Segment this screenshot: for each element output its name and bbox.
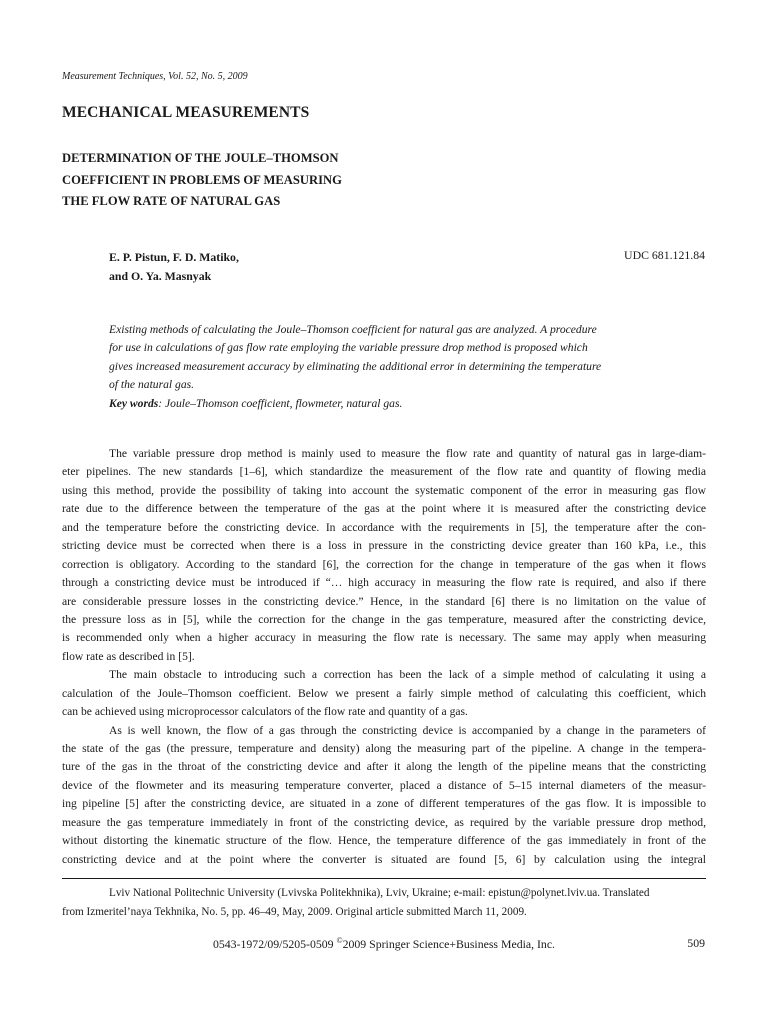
body-line: eter pipelines. The new standards [1–6], which standardize the measurement of the flow rate and quantity of flowing media <box>62 465 706 479</box>
title-line: COEFFICIENT IN PROBLEMS OF MEASURING <box>62 172 342 187</box>
body-line: stricting device must be corrected when there is a loss in pressure in the constricting device greater than 160 kPa, i.e., this <box>62 539 706 553</box>
body-line: calculation of the Joule–Thomson coefficient. Below we present a fairly simple method of calculating this coefficient, which <box>62 686 706 700</box>
body-line: ture of the gas in the throat of the constricting device and after it along the length of the pipeline means that the constricting <box>62 760 706 774</box>
udc-code: UDC 681.121.84 <box>624 248 705 262</box>
author-list <box>109 248 239 286</box>
body-line: through a constricting device must be introduced if “… high accuracy in measuring the flow rate is required, and also if there <box>62 576 706 590</box>
body-line: flow rate as described in [5]. <box>62 649 195 663</box>
keywords-label: Key words <box>109 396 159 410</box>
body-text <box>62 445 706 869</box>
title-line: THE FLOW RATE OF NATURAL GAS <box>62 194 281 208</box>
body-line: measure the gas temperature immediately in front of the constricting device, as required by the variable pressure drop method, <box>62 815 706 829</box>
body-line: the pressure loss as in [5], while the correction for the change in the gas temperature, measured after the constricting device, <box>62 612 706 626</box>
issn-copyright-line <box>62 936 706 952</box>
section-heading: MECHANICAL MEASUREMENTS <box>62 104 310 121</box>
article-title <box>62 148 622 213</box>
copyright-symbol: © <box>336 936 343 945</box>
body-line: ing pipeline [5] after the constricting device, are situated in a zone of different temperatures of the gas flow. It is impossible to <box>62 797 706 811</box>
body-line: are considerable pressure losses in the constricting device.” Hence, in the standard [6] there is no limitation on the value of <box>62 594 706 608</box>
body-line: using this method, provide the possibility of taking into account the systematic component of the error in measuring gas flow <box>62 483 706 497</box>
footnote-line: from Izmeritel’naya Tekhnika, No. 5, pp. 46–49, May, 2009. Original article submitted March 11, 2009. <box>62 906 527 918</box>
body-line: correction is obligatory. According to the standard [6], the correction for the change in temperature of the gas when it flows <box>62 557 706 571</box>
body-line: The variable pressure drop method is mainly used to measure the flow rate and quantity of natural gas in large-diam- <box>109 447 706 460</box>
title-line: DETERMINATION OF THE JOULE–THOMSON <box>62 151 339 165</box>
keywords-text: : Joule–Thomson coefficient, flowmeter, natural gas. <box>158 396 403 410</box>
body-line: The main obstacle to introducing such a correction has been the lack of a simple method of calculating it using a <box>109 668 706 682</box>
body-line: without distorting the kinematic structure of the flow. Hence, the temperature difference of the gas immediately in front of the <box>62 834 706 848</box>
body-line: device of the flowmeter and its measuring temperature converter, placed a distance of 5–15 internal diameters of the measur- <box>62 778 706 792</box>
abstract-line: Existing methods of calculating the Joule–Thomson coefficient for natural gas are analyzed. A procedure <box>109 323 597 336</box>
body-line: and the temperature before the constricting device. In accordance with the requirements in [5], the temperature after the con- <box>62 520 706 534</box>
body-line: As is well known, the flow of a gas through the constricting device is accompanied by a change in the parameters of <box>109 723 706 737</box>
page-number: 509 <box>687 936 705 950</box>
body-line: the state of the gas (the pressure, temperature and density) along the measuring part of the pipeline. A change in the tempera- <box>62 742 706 755</box>
abstract <box>109 321 659 413</box>
abstract-line: for use in calculations of gas flow rate employing the variable pressure drop method is proposed which <box>109 341 588 355</box>
body-line: can be achieved using microprocessor calculators of the flow rate and quantity of a gas. <box>62 705 468 719</box>
publisher-line: 2009 Springer Science+Business Media, Inc. <box>342 936 556 951</box>
footnote-line: Lviv National Politechnic University (Lvivska Politekhnika), Lviv, Ukraine; e-mail: epistun@polynet.lviv.ua. Translated <box>109 887 650 899</box>
body-line: is recommended only when a higher accuracy in measuring the flow rate is necessary. The same may apply when measuring <box>62 631 706 645</box>
body-line: rate due to the difference between the temperature of the gas at the point where it is measured after the constricting device <box>62 502 706 516</box>
footnote-divider <box>62 878 706 879</box>
journal-citation: Measurement Techniques, Vol. 52, No. 5, 2009 <box>62 71 248 82</box>
keywords-line <box>109 395 659 413</box>
issn-code: 0543-1972/09/5205-0509 <box>212 936 337 951</box>
author-line: E. P. Pistun, F. D. Matiko, <box>109 250 239 264</box>
body-line: constricting device and at the point where the converter is situated are found [5, 6] by calculation using the integral <box>62 852 706 866</box>
abstract-line: gives increased measurement accuracy by eliminating the additional error in determining the temperature <box>109 359 602 373</box>
author-line: and O. Ya. Masnyak <box>109 269 212 283</box>
affiliation-footnote <box>62 884 706 922</box>
abstract-line: of the natural gas. <box>109 378 195 392</box>
